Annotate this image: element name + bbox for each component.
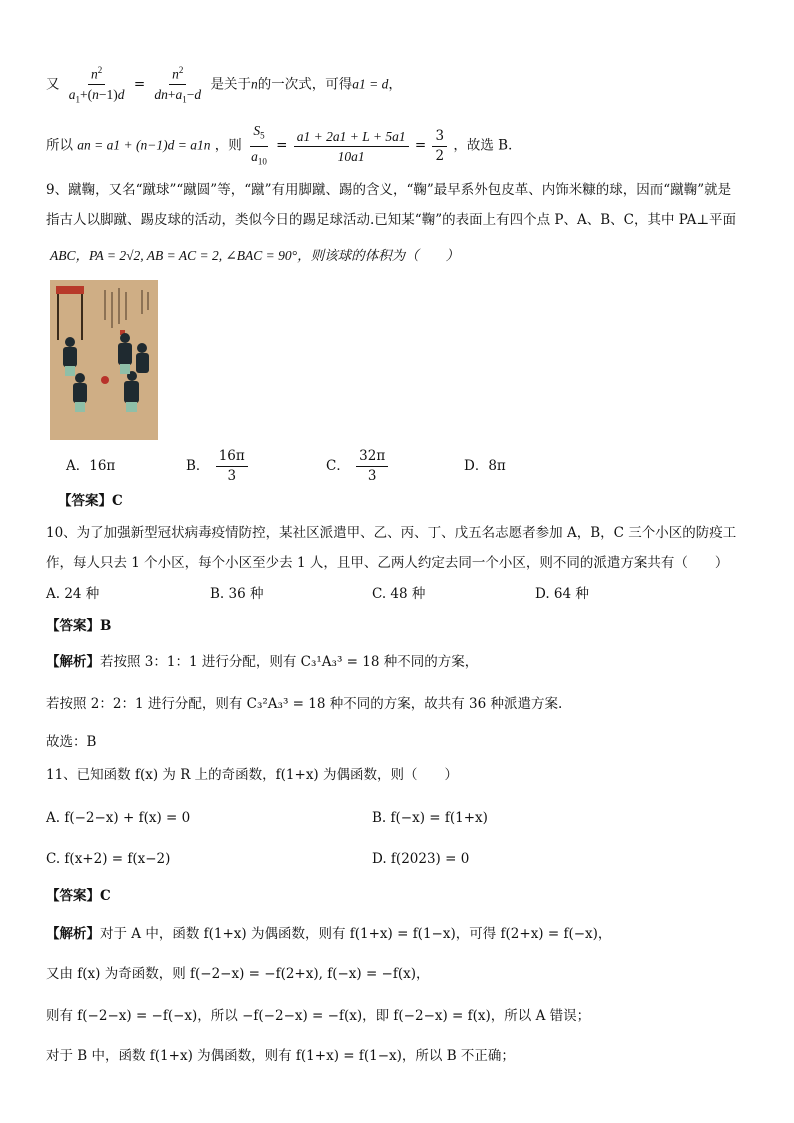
q11-option-a[interactable]: A. f(−2−x) + f(x) = 0 (46, 810, 191, 826)
q10-option-b[interactable]: B. 36 种 (210, 586, 264, 602)
q11-answer: 【答案】C (46, 888, 111, 904)
value-den: 2 (435, 147, 445, 164)
q11-analysis-2: 又由 f(x) 为奇函数，则 f(−2−x) = −f(2+x), f(−x) = −f(x)， (46, 966, 430, 982)
option-label: A． (66, 458, 90, 474)
q9-line1: 9、蹴鞠，又名“蹴球”“蹴圆”等，“蹴”有用脚蹴、踢的含义，“鞠”最早系外包皮革、内饰米糠的球，因而“蹴鞠”就是 (46, 182, 732, 198)
value-num: 3 (432, 128, 447, 147)
q9-answer: 【答案】C (58, 493, 123, 509)
q9-line2: 指古人以脚蹴、踢皮球的活动，类似今日的踢足球活动.已知某“鞠”的表面上有四个点 P、A、B、C，其中 PA⊥平面 (46, 212, 737, 228)
result-a1: a1 = d (352, 76, 389, 92)
frac-den: 3 (367, 468, 377, 484)
q11-option-b[interactable]: B. f(−x) = f(1+x) (372, 810, 488, 826)
q10-option-c[interactable]: C. 48 种 (372, 586, 426, 602)
q10-option-a[interactable]: A. 24 种 (46, 586, 100, 602)
text-suffix: 的一次式，可得 (257, 76, 353, 93)
text-mid: 是关于 (210, 76, 251, 93)
text-choose-b: ，故选 B． (453, 137, 522, 154)
option-label: D． (464, 458, 489, 474)
q10-line2: 作，每人只去 1 个小区，每个小区至少去 1 人，且甲、乙两人约定去同一个小区，则不同的派遣方案共有（ ） (46, 555, 729, 571)
option-text: 8π (488, 458, 506, 474)
var-n: n (250, 76, 258, 92)
q9-option-b[interactable] (186, 448, 250, 485)
formula-an: an = a1 + (n−1)d = a1n (77, 137, 211, 153)
text-then: ，则 (214, 137, 242, 154)
frac-num: 32π (356, 448, 388, 467)
analysis-text: 若按照 3：1：1 进行分配，则有 C₃¹A₃³ = 18 种不同的方案， (100, 654, 479, 670)
option-fraction (356, 448, 388, 485)
q10-analysis-2: 若按照 2：2：1 进行分配，则有 C₃²A₃³ = 18 种不同的方案，故共有 36 种派遣方案. (46, 696, 563, 712)
q11-analysis-1 (46, 924, 611, 944)
option-fraction (216, 448, 248, 485)
cuju-painting-svg (50, 280, 158, 440)
q9-option-c[interactable] (326, 448, 390, 485)
sum-den: 10a1 (337, 148, 365, 164)
q10-analysis-1 (46, 652, 478, 672)
q9-line3: ABC，PA = 2√2, AB = AC = 2, ∠BAC = 90°，则该球的体积为（ ） (50, 248, 460, 263)
analysis-label: 【解析】 (46, 654, 100, 670)
analysis-text: 对于 A 中，函数 f(1+x) 为偶函数，则有 f(1+x) = f(1−x)，可得 f(2+x) = f(−x)， (100, 926, 612, 942)
q11-analysis-4: 对于 B 中，函数 f(1+x) 为偶函数，则有 f(1+x) = f(1−x)，所以 B 不正确； (46, 1048, 515, 1064)
prev-solution-line2: 所以 an = a1 + (n−1)d = a1n ，则 $\frac{S_5}{a_{10}}$ = $\frac{a1 + 2a1 + L + 5a1}{10a1}$ = $\frac{3}{2}$ ，故选 B． (46, 122, 522, 170)
analysis-label: 【解析】 (46, 926, 100, 942)
option-label: B． (186, 458, 210, 474)
q10-option-d[interactable]: D. 64 种 (535, 586, 589, 602)
option-text: 16π (89, 458, 116, 474)
q11-stem: 11、已知函数 f(x) 为 R 上的奇函数，f(1+x) 为偶函数，则（ ） (46, 767, 458, 783)
q10-conclusion: 故选：B (46, 734, 97, 750)
fraction-sum (294, 128, 409, 165)
q9-option-d[interactable] (464, 456, 506, 476)
q11-option-d[interactable]: D. f(2023) = 0 (372, 851, 470, 867)
frac-num: 16π (216, 448, 248, 467)
prev-solution-line1: 又 $\frac{n^2}{a_1+(n-1)d}$ = $\frac{n^2}{dn+a_1-d}$ 是关于n的一次式，可得a1 = d， (46, 62, 402, 108)
sum-num: a1 + 2a1 + L + 5a1 (294, 128, 409, 147)
q11-option-c[interactable]: C. f(x+2) = f(x−2) (46, 851, 171, 867)
fraction-s5-a10: $\frac{S_5}{a_{10}}$ (251, 123, 267, 167)
option-label: C． (326, 458, 350, 474)
q10-answer: 【答案】B (46, 618, 112, 634)
text-prefix: 又 (46, 76, 60, 93)
fraction-value (432, 128, 447, 165)
cuju-painting-image (50, 280, 158, 440)
q10-line1: 10、为了加强新型冠状病毒疫情防控，某社区派遣甲、乙、丙、丁、戊五名志愿者参加 A，B，C 三个小区的防疫工 (46, 525, 737, 541)
q11-analysis-3: 则有 f(−2−x) = −f(−x)，所以 −f(−2−x) = −f(x)，即 f(−2−x) = f(x)，所以 A 错误； (46, 1008, 591, 1024)
text-so: 所以 (46, 137, 73, 154)
frac-den: 3 (227, 468, 237, 484)
q9-option-a[interactable] (66, 456, 115, 476)
fraction-2: $\frac{n^2}{dn+a_1-d}$ (151, 62, 204, 108)
fraction-1: $\frac{n^2}{a_1+(n-1)d}$ (66, 62, 128, 108)
